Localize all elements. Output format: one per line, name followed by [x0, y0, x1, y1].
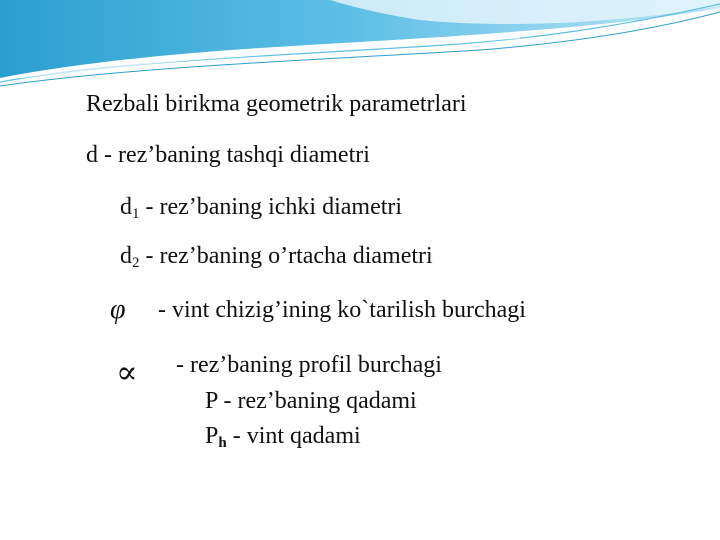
param-description: - vint chizig’ining ko`tarilish burchagi [158, 297, 526, 323]
param-subscript: 2 [132, 255, 140, 271]
param-item-lead [205, 424, 361, 451]
header-wave-decoration [0, 0, 720, 90]
param-subscript: 1 [132, 206, 140, 222]
slide-title: Rezbali birikma geometrik parametrlari [86, 91, 467, 117]
param-description: - rez’baning tashqi diametri [98, 142, 370, 168]
param-symbol: d [86, 142, 98, 168]
param-description: - rez’baning o’rtacha diametri [139, 243, 433, 269]
param-symbol: d [120, 243, 132, 269]
param-symbol: P [205, 423, 219, 449]
param-subscript: h [218, 435, 227, 451]
param-symbol: P [205, 388, 218, 414]
param-item-mean-diameter [120, 244, 433, 271]
param-item-pitch [205, 389, 417, 413]
alpha-symbol: ∝ [116, 354, 138, 390]
param-description: - vint qadami [226, 423, 361, 449]
param-description: - rez’baning profil burchagi [176, 352, 442, 378]
param-symbol: d [120, 194, 132, 220]
param-item-profile-angle [176, 353, 442, 377]
param-description: - rez’baning qadami [217, 388, 417, 414]
phi-symbol: φ [110, 294, 126, 325]
param-item-outer-diameter [86, 143, 370, 167]
param-item-inner-diameter [120, 195, 402, 222]
param-item-lead-angle [158, 298, 526, 322]
param-description: - rez’baning ichki diametri [139, 194, 403, 220]
